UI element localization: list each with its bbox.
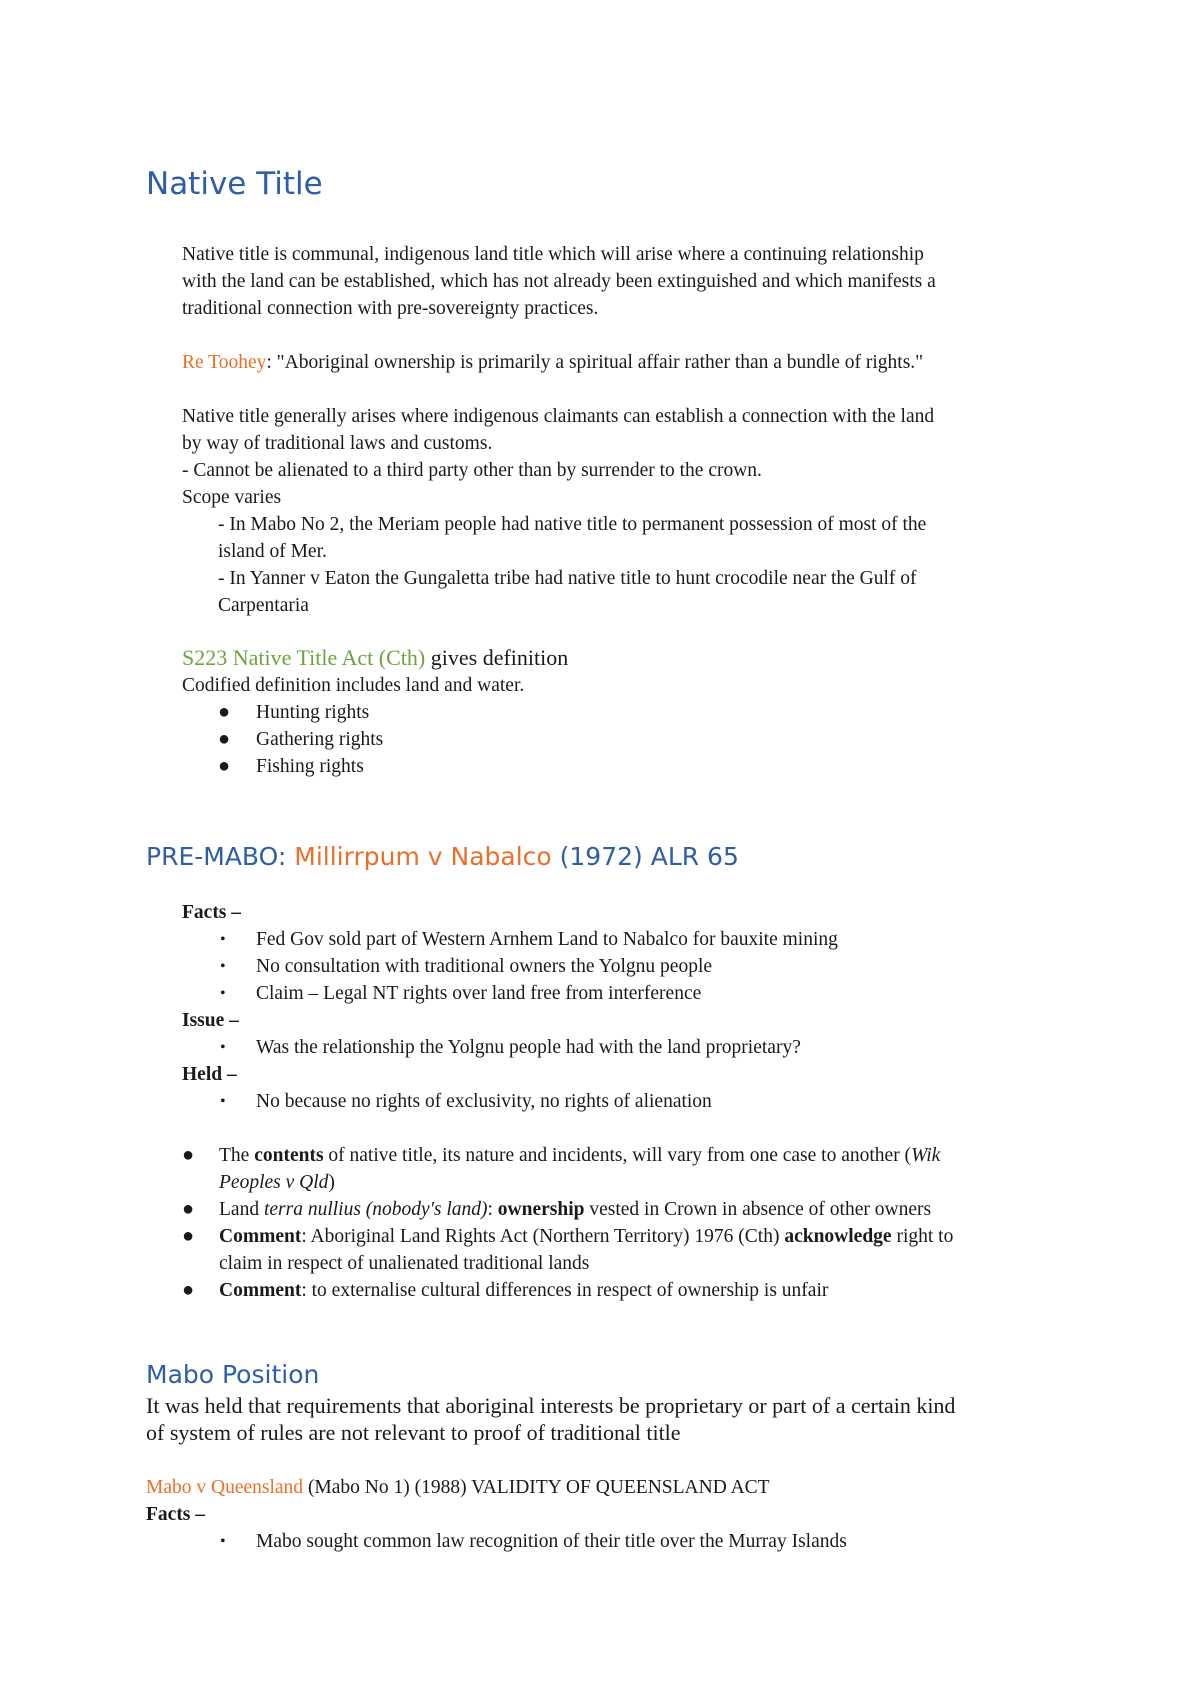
scope-item-2-line-1: - In Yanner v Eaton the Gungaletta tribe had native title to hunt crocodile near the Gulf of — [218, 568, 917, 589]
point-text: of native title, its nature and incidents, will vary from one case to another ( — [323, 1145, 912, 1166]
point-text: Land — [219, 1199, 264, 1220]
bullet-icon: • — [220, 958, 226, 975]
bullet-icon: • — [220, 1093, 226, 1110]
point-text: right to — [891, 1226, 954, 1247]
point-bold: Comment — [219, 1226, 302, 1247]
definition-line-3: traditional connection with pre-sovereignty practices. — [182, 298, 599, 319]
point-3-line-2: claim in respect of unalienated traditional lands — [219, 1253, 590, 1274]
premabo-prefix: PRE-MABO: — [146, 842, 295, 871]
arises-line-2: by way of traditional laws and customs. — [182, 433, 493, 454]
mabo1-rest: (Mabo No 1) (1988) VALIDITY OF QUEENSLAND ACT — [303, 1477, 770, 1498]
definition-line-2: with the land can be established, which has not already been extinguished and which manifests a — [182, 271, 936, 292]
alienation-line: - Cannot be alienated to a third party other than by surrender to the crown. — [182, 460, 762, 481]
point-italic: terra nullius (nobody's land) — [263, 1199, 488, 1220]
bullet-icon: ● — [218, 728, 231, 750]
scope-item-2-line-2: Carpentaria — [218, 595, 309, 616]
point-3-line-1 — [219, 1223, 953, 1250]
point-1-line-2 — [219, 1169, 335, 1196]
mabo1-facts-label: Facts – — [146, 1504, 206, 1525]
mabo1-heading — [146, 1474, 770, 1501]
bullet-icon: • — [220, 1039, 226, 1056]
arises-line-1: Native title generally arises where indigenous claimants can establish a connection with the land — [182, 406, 935, 427]
s223-heading — [182, 644, 568, 671]
bullet-icon: • — [220, 1533, 226, 1550]
point-text: : Aboriginal Land Rights Act (Northern Territory) 1976 (Cth) — [301, 1226, 785, 1247]
issue-item: Was the relationship the Yolgnu people had with the land proprietary? — [256, 1037, 801, 1058]
point-italic: Peoples v Qld — [219, 1172, 329, 1193]
scope-label: Scope varies — [182, 487, 282, 508]
right-item-1: Hunting rights — [256, 702, 370, 723]
s223-act: S223 Native Title Act (Cth) — [182, 645, 426, 670]
bullet-icon: ● — [218, 755, 231, 777]
codified-line: Codified definition includes land and water. — [182, 675, 525, 696]
mabo-position-line-1: It was held that requirements that aboriginal interests be proprietary or part of a certain kind — [146, 1393, 956, 1418]
s223-rest: gives definition — [425, 645, 569, 670]
bullet-icon: • — [220, 985, 226, 1002]
scope-item-1-line-2: island of Mer. — [218, 541, 327, 562]
bullet-icon: ● — [182, 1279, 195, 1301]
mabo1-fact-item-1: Mabo sought common law recognition of their title over the Murray Islands — [256, 1531, 847, 1552]
bullet-icon: ● — [182, 1198, 195, 1220]
point-4 — [219, 1277, 828, 1304]
point-text: : — [487, 1199, 498, 1220]
bullet-icon: • — [220, 931, 226, 948]
point-italic: Wik — [911, 1145, 941, 1166]
point-text: : to externalise cultural differences in respect of ownership is unfair — [301, 1280, 829, 1301]
fact-item-2: No consultation with traditional owners the Yolgnu people — [256, 956, 713, 977]
toohey-label: Re Toohey — [182, 352, 267, 373]
definition-line-1: Native title is communal, indigenous land title which will arise where a continuing relationship — [182, 244, 924, 265]
toohey-quote — [182, 349, 923, 376]
right-item-2: Gathering rights — [256, 729, 384, 750]
point-bold: acknowledge — [784, 1226, 892, 1247]
point-bold: ownership — [497, 1199, 585, 1220]
point-bold: Comment — [219, 1280, 302, 1301]
point-2 — [219, 1196, 931, 1223]
point-text: vested in Crown in absence of other owners — [584, 1199, 932, 1220]
bullet-icon: ● — [218, 701, 231, 723]
held-item: No because no rights of exclusivity, no rights of alienation — [256, 1091, 712, 1112]
issue-label: Issue – — [182, 1010, 239, 1031]
toohey-quote-text: : "Aboriginal ownership is primarily a spiritual affair rather than a bundle of rights." — [266, 352, 924, 373]
scope-item-1-line-1: - In Mabo No 2, the Meriam people had native title to permanent possession of most of the — [218, 514, 927, 535]
premabo-case-name: Millirrpum v Nabalco — [294, 842, 552, 871]
held-label: Held – — [182, 1064, 237, 1085]
point-text: ) — [328, 1172, 335, 1193]
point-text: The — [219, 1145, 255, 1166]
point-bold: contents — [254, 1145, 324, 1166]
facts-label: Facts – — [182, 902, 242, 923]
mabo-position-heading: Mabo Position — [146, 1360, 320, 1389]
point-1-line-1 — [219, 1142, 940, 1169]
mabo-position-line-2: of system of rules are not relevant to proof of traditional title — [146, 1420, 681, 1445]
premabo-heading — [146, 842, 739, 872]
page-title: Native Title — [146, 166, 323, 202]
fact-item-3: Claim – Legal NT rights over land free from interference — [256, 983, 702, 1004]
fact-item-1: Fed Gov sold part of Western Arnhem Land to Nabalco for bauxite mining — [256, 929, 838, 950]
bullet-icon: ● — [182, 1225, 195, 1247]
premabo-citation: (1972) ALR 65 — [551, 842, 739, 871]
bullet-icon: ● — [182, 1144, 195, 1166]
mabo1-case-name: Mabo v Queensland — [146, 1477, 304, 1498]
right-item-3: Fishing rights — [256, 756, 364, 777]
